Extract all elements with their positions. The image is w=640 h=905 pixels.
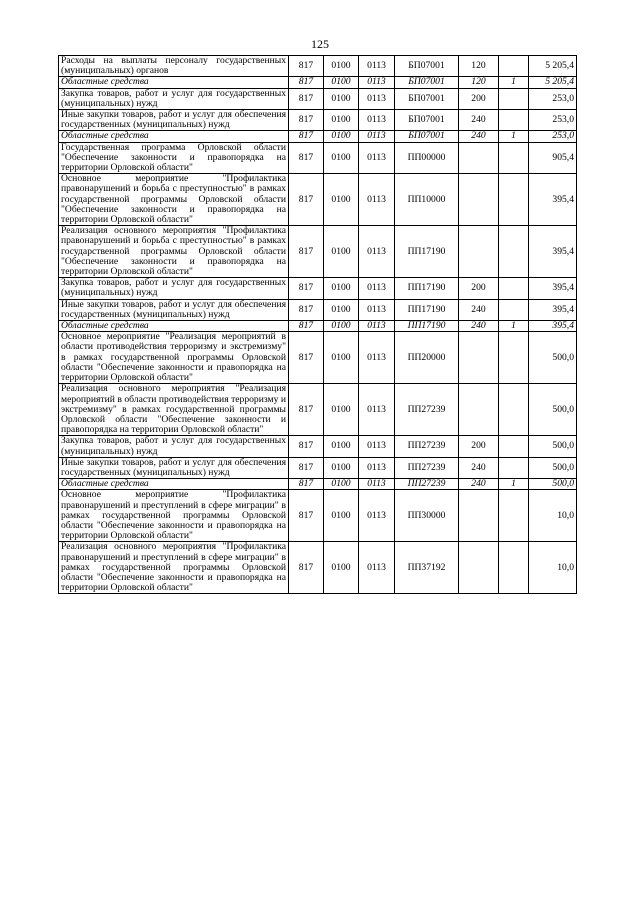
cell-name: Закупка товаров, работ и услуг для государственных (муниципальных) нужд	[59, 436, 289, 457]
cell-sum: 395,4	[529, 226, 577, 278]
cell-ved: 817	[289, 321, 324, 332]
cell-vr: 120	[459, 56, 499, 77]
cell-sum: 10,0	[529, 542, 577, 594]
cell-name: Областные средства	[59, 321, 289, 332]
cell-csr: ПП17190	[395, 321, 459, 332]
cell-pr: 0113	[359, 174, 395, 226]
cell-vr	[459, 542, 499, 594]
cell-name: Областные средства	[59, 77, 289, 88]
cell-sum: 395,4	[529, 299, 577, 320]
cell-rz: 0100	[324, 56, 359, 77]
cell-name: Закупка товаров, работ и услуг для государственных (муниципальных) нужд	[59, 88, 289, 109]
cell-ved: 817	[289, 131, 324, 142]
cell-csr: БП07001	[395, 56, 459, 77]
cell-ved: 817	[289, 88, 324, 109]
table-row	[59, 542, 577, 594]
cell-src	[499, 110, 529, 131]
cell-sum: 395,4	[529, 278, 577, 299]
cell-rz: 0100	[324, 226, 359, 278]
cell-vr: 240	[459, 299, 499, 320]
cell-pr: 0113	[359, 131, 395, 142]
cell-csr: БП07001	[395, 88, 459, 109]
funding-row	[59, 321, 577, 332]
cell-ved: 817	[289, 77, 324, 88]
table-row	[59, 110, 577, 131]
cell-vr: 240	[459, 131, 499, 142]
cell-name: Областные средства	[59, 479, 289, 490]
cell-csr: ПП17190	[395, 278, 459, 299]
cell-name: Иные закупки товаров, работ и услуг для обеспечения государственных (муниципальных) нужд	[59, 457, 289, 478]
cell-vr	[459, 226, 499, 278]
cell-pr: 0113	[359, 77, 395, 88]
cell-src: 1	[499, 479, 529, 490]
cell-vr: 200	[459, 278, 499, 299]
cell-name: Закупка товаров, работ и услуг для государственных (муниципальных) нужд	[59, 278, 289, 299]
cell-name: Реализация основного мероприятия "Профилактика правонарушений и преступлений в сфере миграции" в рамках государственной программы Орловской области "Обеспечение законности и правопорядка на территории Орловской области"	[59, 542, 289, 594]
funding-row	[59, 479, 577, 490]
cell-rz: 0100	[324, 321, 359, 332]
cell-ved: 817	[289, 110, 324, 131]
cell-sum: 253,0	[529, 131, 577, 142]
cell-sum: 253,0	[529, 88, 577, 109]
table-body	[59, 56, 577, 594]
cell-ved: 817	[289, 490, 324, 542]
table-row	[59, 490, 577, 542]
cell-ved: 817	[289, 479, 324, 490]
cell-rz: 0100	[324, 384, 359, 436]
budget-table	[58, 55, 577, 594]
cell-pr: 0113	[359, 479, 395, 490]
cell-ved: 817	[289, 226, 324, 278]
cell-src	[499, 278, 529, 299]
cell-name: Реализация основного мероприятия "Реализация мероприятий в области противодействия терроризму и экстремизму" в рамках государственной программы Орловской области "Обеспечение законности и правопорядка на территории Орловской области"	[59, 384, 289, 436]
cell-csr: ПП20000	[395, 332, 459, 384]
cell-ved: 817	[289, 436, 324, 457]
cell-vr: 200	[459, 436, 499, 457]
page-number: 125	[311, 37, 329, 51]
cell-rz: 0100	[324, 131, 359, 142]
cell-csr: ПП37192	[395, 542, 459, 594]
cell-sum: 500,0	[529, 457, 577, 478]
cell-name: Иные закупки товаров, работ и услуг для обеспечения государственных (муниципальных) нужд	[59, 110, 289, 131]
table-row	[59, 226, 577, 278]
cell-rz: 0100	[324, 278, 359, 299]
cell-csr: ПП27239	[395, 479, 459, 490]
table-row	[59, 88, 577, 109]
cell-csr: ПП27239	[395, 457, 459, 478]
cell-sum: 5 205,4	[529, 56, 577, 77]
cell-rz: 0100	[324, 332, 359, 384]
cell-vr: 240	[459, 110, 499, 131]
cell-csr: ПП10000	[395, 174, 459, 226]
cell-src	[499, 88, 529, 109]
cell-src	[499, 56, 529, 77]
cell-pr: 0113	[359, 490, 395, 542]
cell-src	[499, 226, 529, 278]
cell-vr: 240	[459, 457, 499, 478]
cell-vr: 120	[459, 77, 499, 88]
cell-rz: 0100	[324, 88, 359, 109]
cell-csr: ПП27239	[395, 384, 459, 436]
cell-sum: 253,0	[529, 110, 577, 131]
table-row	[59, 278, 577, 299]
cell-ved: 817	[289, 299, 324, 320]
cell-pr: 0113	[359, 56, 395, 77]
cell-sum: 5 205,4	[529, 77, 577, 88]
cell-src	[499, 174, 529, 226]
cell-src	[499, 332, 529, 384]
cell-rz: 0100	[324, 490, 359, 542]
table-row	[59, 56, 577, 77]
cell-pr: 0113	[359, 142, 395, 174]
cell-sum: 395,4	[529, 174, 577, 226]
cell-pr: 0113	[359, 110, 395, 131]
cell-pr: 0113	[359, 321, 395, 332]
cell-src	[499, 436, 529, 457]
cell-src	[499, 142, 529, 174]
cell-ved: 817	[289, 278, 324, 299]
cell-vr: 240	[459, 321, 499, 332]
cell-vr	[459, 142, 499, 174]
cell-src	[499, 299, 529, 320]
cell-sum: 395,4	[529, 321, 577, 332]
cell-csr: БП07001	[395, 110, 459, 131]
cell-src: 1	[499, 77, 529, 88]
table-row	[59, 332, 577, 384]
cell-pr: 0113	[359, 278, 395, 299]
cell-rz: 0100	[324, 479, 359, 490]
cell-rz: 0100	[324, 142, 359, 174]
cell-csr: ПП17190	[395, 299, 459, 320]
cell-ved: 817	[289, 174, 324, 226]
cell-rz: 0100	[324, 457, 359, 478]
cell-pr: 0113	[359, 226, 395, 278]
cell-pr: 0113	[359, 436, 395, 457]
cell-name: Основное мероприятие "Профилактика правонарушений и борьба с преступностью" в рамках государственной программы Орловской области "Обеспечение законности и правопорядка на территории Орловской области"	[59, 174, 289, 226]
cell-sum: 500,0	[529, 384, 577, 436]
cell-ved: 817	[289, 542, 324, 594]
cell-ved: 817	[289, 384, 324, 436]
cell-csr: ПП30000	[395, 490, 459, 542]
cell-vr: 240	[459, 479, 499, 490]
cell-ved: 817	[289, 142, 324, 174]
cell-name: Реализация основного мероприятия "Профилактика правонарушений и борьба с преступностью" в рамках государственной программы Орловской области "Обеспечение законности и правопорядка на территории Орловской области"	[59, 226, 289, 278]
cell-pr: 0113	[359, 384, 395, 436]
cell-src	[499, 384, 529, 436]
cell-pr: 0113	[359, 457, 395, 478]
cell-name: Государственная программа Орловской области "Обеспечение законности и правопорядка на территории Орловской области"	[59, 142, 289, 174]
funding-row	[59, 131, 577, 142]
cell-src	[499, 542, 529, 594]
cell-ved: 817	[289, 56, 324, 77]
cell-csr: БП07001	[395, 77, 459, 88]
cell-rz: 0100	[324, 110, 359, 131]
cell-src: 1	[499, 321, 529, 332]
cell-sum: 500,0	[529, 436, 577, 457]
table-row	[59, 142, 577, 174]
cell-rz: 0100	[324, 542, 359, 594]
table-row	[59, 174, 577, 226]
cell-sum: 10,0	[529, 490, 577, 542]
funding-row	[59, 77, 577, 88]
cell-pr: 0113	[359, 299, 395, 320]
table-row	[59, 299, 577, 320]
cell-vr: 200	[459, 88, 499, 109]
table-row	[59, 457, 577, 478]
cell-rz: 0100	[324, 299, 359, 320]
cell-pr: 0113	[359, 542, 395, 594]
cell-vr	[459, 384, 499, 436]
cell-pr: 0113	[359, 88, 395, 109]
cell-sum: 500,0	[529, 332, 577, 384]
cell-ved: 817	[289, 332, 324, 384]
cell-vr	[459, 332, 499, 384]
cell-sum: 500,0	[529, 479, 577, 490]
cell-name: Областные средства	[59, 131, 289, 142]
cell-name: Расходы на выплаты персоналу государственных (муниципальных) органов	[59, 56, 289, 77]
cell-src: 1	[499, 131, 529, 142]
cell-ved: 817	[289, 457, 324, 478]
cell-vr	[459, 174, 499, 226]
cell-name: Основное мероприятие "Профилактика правонарушений и преступлений в сфере миграции" в рамках государственной программы Орловской области "Обеспечение законности и правопорядка на территории Орловской области"	[59, 490, 289, 542]
cell-rz: 0100	[324, 174, 359, 226]
cell-src	[499, 457, 529, 478]
table-row	[59, 384, 577, 436]
cell-pr: 0113	[359, 332, 395, 384]
cell-csr: ПП17190	[395, 226, 459, 278]
cell-sum: 905,4	[529, 142, 577, 174]
cell-src	[499, 490, 529, 542]
table-row	[59, 436, 577, 457]
cell-rz: 0100	[324, 77, 359, 88]
cell-rz: 0100	[324, 436, 359, 457]
cell-csr: БП07001	[395, 131, 459, 142]
cell-csr: ПП00000	[395, 142, 459, 174]
cell-vr	[459, 490, 499, 542]
cell-name: Иные закупки товаров, работ и услуг для обеспечения государственных (муниципальных) нужд	[59, 299, 289, 320]
cell-csr: ПП27239	[395, 436, 459, 457]
cell-name: Основное мероприятие "Реализация мероприятий в области противодействия терроризму и экстремизму" в рамках государственной программы Орловской области "Обеспечение законности и правопорядка на территории Орловской области"	[59, 332, 289, 384]
